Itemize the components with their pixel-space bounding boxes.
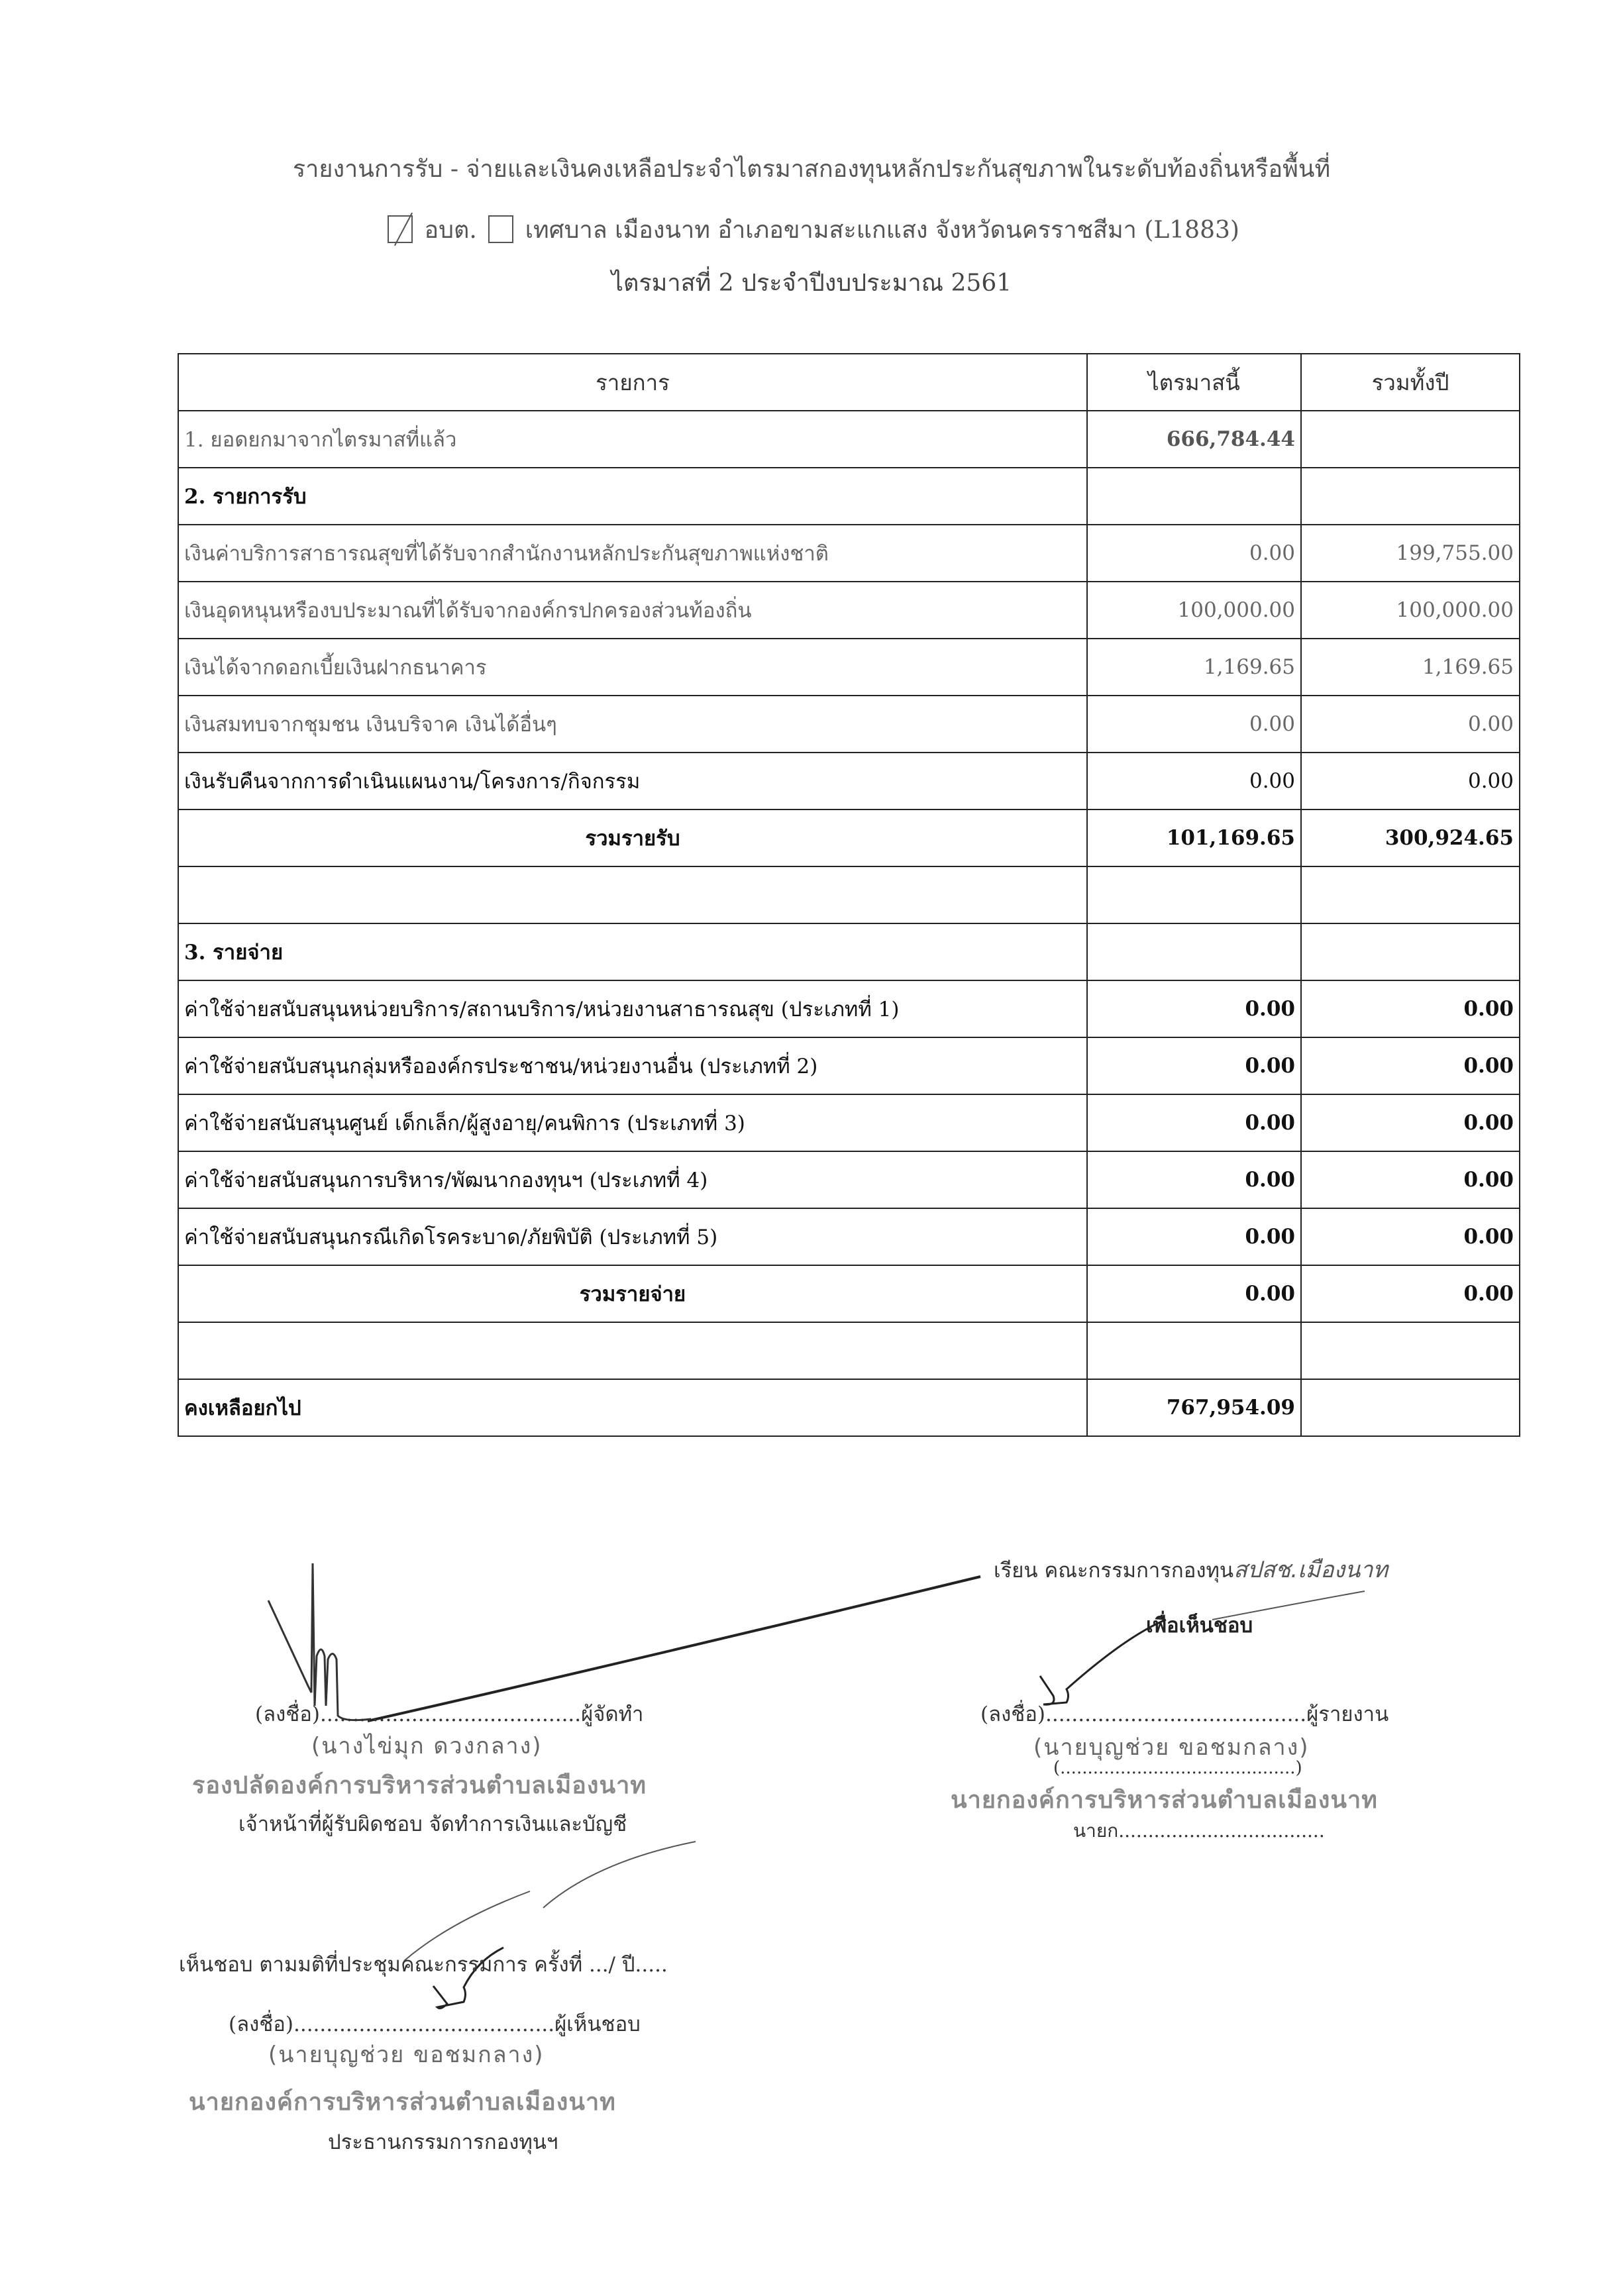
balance-year [1301, 1379, 1520, 1436]
table-section-income [178, 468, 1520, 525]
financial-report-table [178, 353, 1520, 1437]
org-line [0, 211, 1623, 248]
column-header-quarter: ไตรมาสนี้ [1087, 354, 1301, 411]
table-row [178, 525, 1520, 582]
table-row [178, 582, 1520, 639]
preparer-name: (นางไข่มุก ดวงกลาง) [311, 1733, 543, 1759]
row-label: ค่าใช้จ่ายสนับสนุนกลุ่มหรือองค์กรประชาชน/หน่วยงานอื่น (ประเภทที่ 2) [178, 1037, 1087, 1094]
balance-quarter: 767,954.09 [1087, 1379, 1301, 1436]
row-quarter-value: 0.00 [1087, 1208, 1301, 1265]
table-row [178, 639, 1520, 696]
row-quarter-value: 100,000.00 [1087, 582, 1301, 639]
table-row-empty [178, 866, 1520, 923]
approver-role: ประธานกรรมการกองทุนฯ [328, 2130, 558, 2154]
row-year-value: 0.00 [1301, 1151, 1520, 1208]
row-year-value: 0.00 [1301, 696, 1520, 753]
row-label: เงินรับคืนจากการดำเนินแผนงาน/โครงการ/กิจกรรม [178, 753, 1087, 809]
row-year-value: 0.00 [1301, 1094, 1520, 1151]
row-label: ค่าใช้จ่ายสนับสนุนการบริหาร/พัฒนากองทุนฯ (ประเภทที่ 4) [178, 1151, 1087, 1208]
table-row [178, 1094, 1520, 1151]
checkbox-municipality-icon[interactable] [488, 215, 513, 243]
location-text: เมืองนาท อำเภอขามสะแกแสง จังหวัดนครราชสีมา (L1883) [615, 217, 1239, 244]
table-row [178, 753, 1520, 809]
column-header-year: รวมทั้งปี [1301, 354, 1520, 411]
row-year-value [1301, 468, 1520, 525]
row-year-value: 1,169.65 [1301, 639, 1520, 696]
row-label: เงินค่าบริการสาธารณสุขที่ได้รับจากสำนักงานหลักประกันสุขภาพแห่งชาติ [178, 525, 1087, 582]
row-label: ค่าใช้จ่ายสนับสนุนกรณีเกิดโรคระบาด/ภัยพิบัติ (ประเภทที่ 5) [178, 1208, 1087, 1265]
table-row-total-income [178, 809, 1520, 866]
row-label [178, 866, 1087, 923]
checkbox-sao-checked-icon[interactable] [388, 215, 413, 243]
row-quarter-value: 666,784.44 [1087, 411, 1301, 468]
row-quarter-value: 0.00 [1087, 1037, 1301, 1094]
column-header-item: รายการ [178, 354, 1087, 411]
org-option-municipality: เทศบาล [525, 217, 607, 244]
section-label: 3. รายจ่าย [178, 923, 1087, 980]
row-quarter-value [1087, 1322, 1301, 1379]
total-expense-label: รวมรายจ่าย [178, 1265, 1087, 1322]
table-row [178, 980, 1520, 1037]
row-quarter-value: 0.00 [1087, 1151, 1301, 1208]
approver-name: (นายบุญช่วย ขอชมกลาง) [268, 2042, 545, 2068]
approver-stroke-icon [404, 1842, 696, 1961]
total-expense-year: 0.00 [1301, 1265, 1520, 1322]
row-label: 1. ยอดยกมาจากไตรมาสที่แล้ว [178, 411, 1087, 468]
reporter-purpose: เพื่อเห็นชอบ [1146, 1614, 1253, 1638]
approver-resolution: เห็นชอบ ตามมติที่ประชุมคณะกรรมการ ครั้งที่ .../ ปี..... [179, 1953, 668, 1977]
row-label [178, 1322, 1087, 1379]
preparer-sign-line: (ลงชื่อ)........................................ผู้จัดทำ [255, 1702, 644, 1726]
row-label: เงินได้จากดอกเบี้ยเงินฝากธนาคาร [178, 639, 1087, 696]
row-year-value: 0.00 [1301, 1208, 1520, 1265]
preparer-role: เจ้าหน้าที่ผู้รับผิดชอบ จัดทำการเงินและบัญชี [238, 1812, 627, 1836]
table-row [178, 1037, 1520, 1094]
table-row [178, 1208, 1520, 1265]
reporter-name-blank: (...........................................) [1053, 1758, 1302, 1778]
table-header-row [178, 354, 1520, 411]
report-period: ไตรมาสที่ 2 ประจำปีงบประมาณ 2561 [611, 270, 1012, 297]
total-income-quarter: 101,169.65 [1087, 809, 1301, 866]
row-year-value [1301, 411, 1520, 468]
row-quarter-value: 0.00 [1087, 980, 1301, 1037]
table-row-total-expense [178, 1265, 1520, 1322]
row-year-value: 0.00 [1301, 753, 1520, 809]
addressee-handwritten: สปสช.เมืองนาท [1233, 1557, 1388, 1583]
org-option-sao: อบต. [424, 217, 477, 244]
row-label: ค่าใช้จ่ายสนับสนุนหน่วยบริการ/สถานบริการ/หน่วยงานสาธารณสุข (ประเภทที่ 1) [178, 980, 1087, 1037]
row-quarter-value: 1,169.65 [1087, 639, 1301, 696]
row-quarter-value: 0.00 [1087, 696, 1301, 753]
addressee-line [994, 1551, 1388, 1587]
row-year-value [1301, 923, 1520, 980]
row-label: ค่าใช้จ่ายสนับสนุนศูนย์ เด็กเล็ก/ผู้สูงอายุ/คนพิการ (ประเภทที่ 3) [178, 1094, 1087, 1151]
report-title: รายงานการรับ - จ่ายและเงินคงเหลือประจำไตรมาสกองทุนหลักประกันสุขภาพในระดับท้องถิ่นหรือพื้นที่ [292, 156, 1331, 183]
approver-sign-line: (ลงชื่อ)........................................ผู้เห็นชอบ [229, 2012, 641, 2036]
table-row-empty [178, 1322, 1520, 1379]
table-row [178, 1151, 1520, 1208]
approver-stamp: นายกองค์การบริหารส่วนตำบลเมืองนาท [189, 2089, 616, 2116]
preparer-stamp: รองปลัดองค์การบริหารส่วนตำบลเมืองนาท [192, 1772, 647, 1799]
addressee-label: เรียน คณะกรรมการกองทุน [994, 1559, 1234, 1583]
reporter-sign-line: (ลงชื่อ)........................................ผู้รายงาน [980, 1702, 1389, 1726]
row-quarter-value [1087, 866, 1301, 923]
balance-label: คงเหลือยกไป [178, 1379, 1087, 1436]
row-quarter-value [1087, 468, 1301, 525]
row-year-value: 0.00 [1301, 980, 1520, 1037]
row-quarter-value: 0.00 [1087, 753, 1301, 809]
row-year-value [1301, 1322, 1520, 1379]
table-row-balance [178, 1379, 1520, 1436]
row-year-value [1301, 866, 1520, 923]
table-row-carried-forward [178, 411, 1520, 468]
row-quarter-value [1087, 923, 1301, 980]
reporter-role: นายก................................... [1073, 1820, 1325, 1842]
table-section-expense [178, 923, 1520, 980]
row-year-value: 199,755.00 [1301, 525, 1520, 582]
reporter-stamp: นายกองค์การบริหารส่วนตำบลเมืองนาท [951, 1787, 1378, 1814]
total-expense-quarter: 0.00 [1087, 1265, 1301, 1322]
row-label: เงินอุดหนุนหรืองบประมาณที่ได้รับจากองค์กรปกครองส่วนท้องถิ่น [178, 582, 1087, 639]
table-row [178, 696, 1520, 753]
row-label: เงินสมทบจากชุมชน เงินบริจาค เงินได้อื่นๆ [178, 696, 1087, 753]
row-quarter-value: 0.00 [1087, 525, 1301, 582]
total-income-year: 300,924.65 [1301, 809, 1520, 866]
total-income-label: รวมรายรับ [178, 809, 1087, 866]
reporter-name: (นายบุญช่วย ขอชมกลาง) [1033, 1734, 1310, 1761]
row-quarter-value: 0.00 [1087, 1094, 1301, 1151]
section-label: 2. รายการรับ [178, 468, 1087, 525]
row-year-value: 0.00 [1301, 1037, 1520, 1094]
row-year-value: 100,000.00 [1301, 582, 1520, 639]
